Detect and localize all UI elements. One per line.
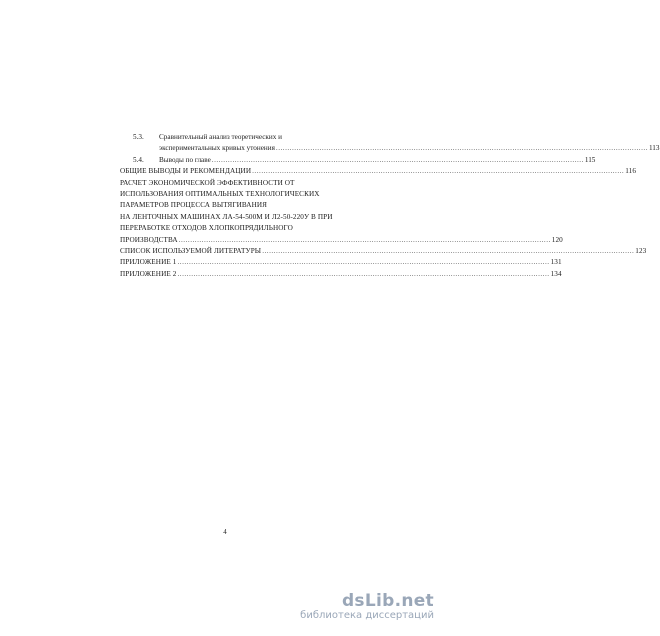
table-of-contents (120, 132, 660, 280)
toc-entry-page: 113 (648, 144, 660, 153)
toc-entry-page: 131 (550, 258, 562, 267)
toc-entry-title-line: Выводы по главе (159, 155, 211, 164)
toc-entry-page: 134 (550, 269, 562, 278)
leader-dots (251, 166, 625, 177)
toc-entry-number: 5.3. (133, 133, 144, 141)
toc-entry-title-line: ПРОИЗВОДСТВА (120, 235, 178, 244)
leader-dots (275, 143, 649, 154)
toc-entry-title-line: ПРИЛОЖЕНИЕ 1 (120, 258, 177, 267)
toc-entry-appendix-1 (120, 257, 562, 268)
toc-entry-title-line: ПРИЛОЖЕНИЕ 2 (120, 269, 177, 278)
leader-dots (176, 257, 550, 268)
toc-entry-title-line: НА ЛЕНТОЧНЫХ МАШИНАХ ЛА-54-500М И Л2-50-220У В ПРИ (120, 212, 333, 221)
toc-entry-economics (120, 235, 563, 246)
page-number: 4 (223, 528, 227, 536)
toc-entry-title-line: ИСПОЛЬЗОВАНИЯ ОПТИМАЛЬНЫХ ТЕХНОЛОГИЧЕСКИХ (120, 190, 320, 199)
toc-entry-5-4 (120, 155, 596, 166)
toc-entry-5-3 (120, 132, 352, 143)
toc-entry-title-line: ПЕРЕРАБОТКЕ ОТХОДОВ ХЛОПКОПРЯДИЛЬНОГО (120, 224, 293, 233)
toc-entry-title-line: Сравнительный анализ теоретических и (159, 133, 282, 141)
toc-entry-page: 120 (551, 235, 563, 244)
watermark (300, 592, 434, 622)
toc-entry-bibliography (120, 246, 647, 257)
toc-entry-title-line: ПАРАМЕТРОВ ПРОЦЕССА ВЫТЯГИВАНИЯ (120, 201, 268, 210)
toc-entry-5-3-cont (120, 143, 660, 154)
toc-entry-title-line: экспериментальных кривых утонения (159, 144, 275, 153)
toc-entry-appendix-2 (120, 269, 562, 280)
watermark-logo[interactable]: dsLib.net (341, 591, 434, 611)
toc-entry-title-line: РАСЧЕТ ЭКОНОМИЧЕСКОЙ ЭФФЕКТИВНОСТИ ОТ (120, 178, 295, 187)
toc-entry-conclusions (120, 166, 637, 177)
watermark-subtitle: библиотека диссертаций (300, 610, 434, 621)
leader-dots (176, 269, 550, 280)
leader-dots (178, 235, 552, 246)
leader-dots (261, 246, 635, 257)
toc-entry-page: 115 (584, 155, 596, 164)
toc-entry-page: 123 (635, 247, 647, 256)
toc-entry-number: 5.4. (133, 155, 144, 164)
toc-entry-title-line: ОБЩИЕ ВЫВОДЫ И РЕКОМЕНДАЦИИ (120, 167, 252, 176)
toc-entry-title-line: СПИСОК ИСПОЛЬЗУЕМОЙ ЛИТЕРАТУРЫ (120, 247, 262, 256)
leader-dots (211, 155, 585, 166)
toc-entry-page: 116 (625, 167, 637, 176)
